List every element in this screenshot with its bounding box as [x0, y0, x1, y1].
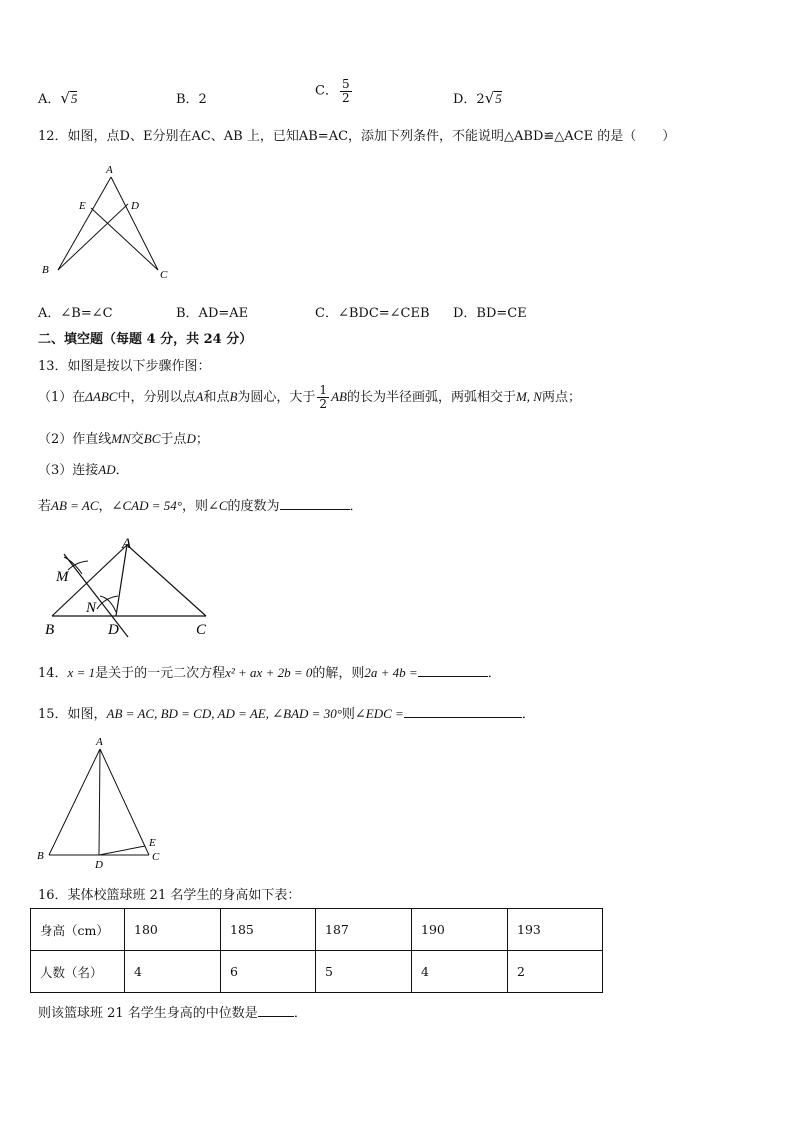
- table-cell: 4: [412, 951, 508, 993]
- q12-option-c: C．∠BDC=∠CEB: [315, 306, 430, 321]
- q15-label-a: A: [96, 736, 103, 748]
- text: ，: [98, 499, 112, 514]
- fraction-denominator: 2: [341, 90, 350, 105]
- text: 交: [130, 432, 144, 447]
- table-cell: 5: [316, 951, 412, 993]
- fraction-denominator: 2: [319, 397, 328, 411]
- q13-step-3: [38, 459, 129, 478]
- math: M, N: [515, 389, 542, 404]
- q12-line-ab: [58, 177, 111, 270]
- math: AB: [331, 389, 347, 404]
- answer-blank[interactable]: [404, 705, 522, 718]
- table-cell: 6: [221, 951, 316, 993]
- sqrt-symbol: √: [60, 89, 70, 107]
- text: ．: [293, 1006, 307, 1021]
- q16-stem: 16．某体校篮球班 21 名学生的身高如下表：: [38, 888, 301, 903]
- q13-figure: [40, 534, 220, 640]
- math: ∠C: [207, 498, 228, 513]
- math: x² + ax + 2b = 0: [225, 665, 313, 680]
- table-row: [31, 909, 603, 951]
- q13-line-ac: [127, 545, 206, 616]
- answer-blank[interactable]: [280, 497, 350, 510]
- q13-step-1: [38, 382, 581, 413]
- q15-stem: [38, 703, 535, 722]
- math: AD: [98, 462, 116, 477]
- text: 两点；: [541, 390, 581, 405]
- height-table: [30, 908, 603, 993]
- text: （2）作直线: [38, 432, 112, 447]
- q11-option-a-prefix: A．: [38, 92, 61, 107]
- q11-option-d-prefix: D．2: [453, 92, 485, 107]
- q13-label-c: C: [196, 622, 207, 638]
- q11-option-c-fraction: [340, 78, 352, 104]
- text: （3）连接: [38, 463, 99, 478]
- math: ΔABC: [85, 389, 118, 404]
- q14-stem: [38, 662, 501, 681]
- q12-label-e: E: [79, 200, 86, 212]
- q12-line-ac: [111, 177, 158, 270]
- text: 14．: [38, 666, 68, 681]
- q13-label-m: M: [56, 569, 69, 585]
- q12-option-a: A．∠B=∠C: [38, 306, 113, 321]
- q13-label-b: B: [45, 622, 55, 638]
- table-cell: 2: [508, 951, 603, 993]
- q15-line-de: [99, 846, 145, 855]
- q11-option-a: [38, 88, 77, 107]
- q13-step-2: [38, 428, 209, 447]
- q11-option-d-radicand: 5: [495, 91, 502, 106]
- math: A: [195, 389, 204, 404]
- q11-option-d: [453, 88, 502, 107]
- math: D: [186, 431, 196, 446]
- q13-condition: [38, 495, 363, 514]
- math: B: [229, 389, 238, 404]
- q13-label-a: A: [122, 536, 132, 552]
- math: 2a + 4b =: [364, 665, 418, 680]
- math: BC: [143, 431, 161, 446]
- text: ．: [521, 707, 535, 722]
- table-cell: 身高（cm）: [31, 909, 125, 951]
- q12-line-bd: [58, 204, 128, 270]
- sqrt-symbol: √: [484, 89, 495, 107]
- fraction-numerator: 1: [319, 383, 328, 398]
- q12-option-b: B．AD=AE: [176, 306, 249, 321]
- answer-blank[interactable]: [418, 664, 488, 677]
- table-cell: 187: [316, 909, 412, 951]
- text: 则: [341, 707, 355, 722]
- text: ．: [349, 499, 363, 514]
- q15-label-c: C: [152, 851, 160, 863]
- q15-line-ab: [49, 749, 100, 855]
- table-cell: 180: [125, 909, 221, 951]
- q12-figure: [36, 160, 176, 280]
- q11-option-b: B．2: [176, 92, 207, 107]
- q15-figure: [34, 732, 174, 872]
- q12-line-ce: [91, 208, 158, 270]
- q15-line-ac: [100, 749, 149, 855]
- q12-label-a: A: [106, 164, 113, 176]
- q15-label-b: B: [37, 850, 44, 862]
- q12-option-d: D．BD=CE: [453, 306, 527, 321]
- table-cell: 190: [412, 909, 508, 951]
- q13-stem: 13．如图是按以下步骤作图：: [38, 359, 211, 374]
- text: 为圆心，大于: [237, 390, 316, 405]
- table-row: [31, 951, 603, 993]
- q13-label-n: N: [86, 600, 97, 616]
- text: ．: [487, 666, 501, 681]
- text: 则该篮球班 21 名学生身高的中位数是: [38, 1006, 258, 1021]
- q15-label-d: D: [95, 859, 103, 871]
- table-cell: 185: [221, 909, 316, 951]
- text: ．: [115, 463, 129, 478]
- q13-arc-n2: [97, 596, 118, 609]
- text: ，则: [181, 499, 208, 514]
- q13-line-ad: [116, 545, 127, 616]
- q11-option-a-radicand: 5: [70, 91, 78, 106]
- text: ；: [195, 432, 209, 447]
- q16-question: [38, 1002, 307, 1021]
- text: 于点: [160, 432, 187, 447]
- q15-line-ad: [99, 749, 100, 855]
- text: 的解，则: [312, 666, 365, 681]
- text: 和点: [203, 390, 230, 405]
- q12-label-b: B: [42, 264, 49, 276]
- section-heading: 二、填空题（每题 4 分，共 24 分）: [38, 332, 253, 347]
- math: MN: [111, 431, 131, 446]
- q15-label-e: E: [149, 837, 156, 849]
- text: 15．如图，: [38, 707, 107, 722]
- q13-label-d: D: [108, 622, 119, 638]
- math: AB = AC, BD = CD, AD = AE, ∠BAD = 30°: [106, 706, 342, 721]
- text: 中，分别以点: [117, 390, 196, 405]
- fraction-numerator: 5: [341, 77, 350, 91]
- text: 的度数为: [227, 499, 280, 514]
- q12-label-d: D: [131, 200, 139, 212]
- math: x = 1: [67, 665, 96, 680]
- q11-option-c-prefix: C．: [315, 83, 338, 99]
- q13-fraction: [317, 384, 329, 410]
- math: ∠CAD = 54°: [111, 498, 182, 513]
- q12-label-c: C: [160, 269, 168, 280]
- text: 若: [38, 499, 52, 514]
- q11-option-c: [315, 78, 354, 104]
- math: AB = AC: [51, 498, 99, 513]
- math: ∠EDC =: [354, 706, 404, 721]
- q12-stem: 12．如图，点D、E分别在AC、AB 上，已知AB=AC，添加下列条件，不能说明△ABD≌△ACE 的是（ ）: [38, 129, 676, 144]
- table-cell: 人数（名）: [31, 951, 125, 993]
- table-cell: 193: [508, 909, 603, 951]
- text: （1）在: [38, 390, 86, 405]
- text: 的长为半径画弧，两弧相交于: [346, 390, 516, 405]
- answer-blank[interactable]: [258, 1004, 294, 1017]
- table-cell: 4: [125, 951, 221, 993]
- text: 是关于的一元二次方程: [95, 666, 226, 681]
